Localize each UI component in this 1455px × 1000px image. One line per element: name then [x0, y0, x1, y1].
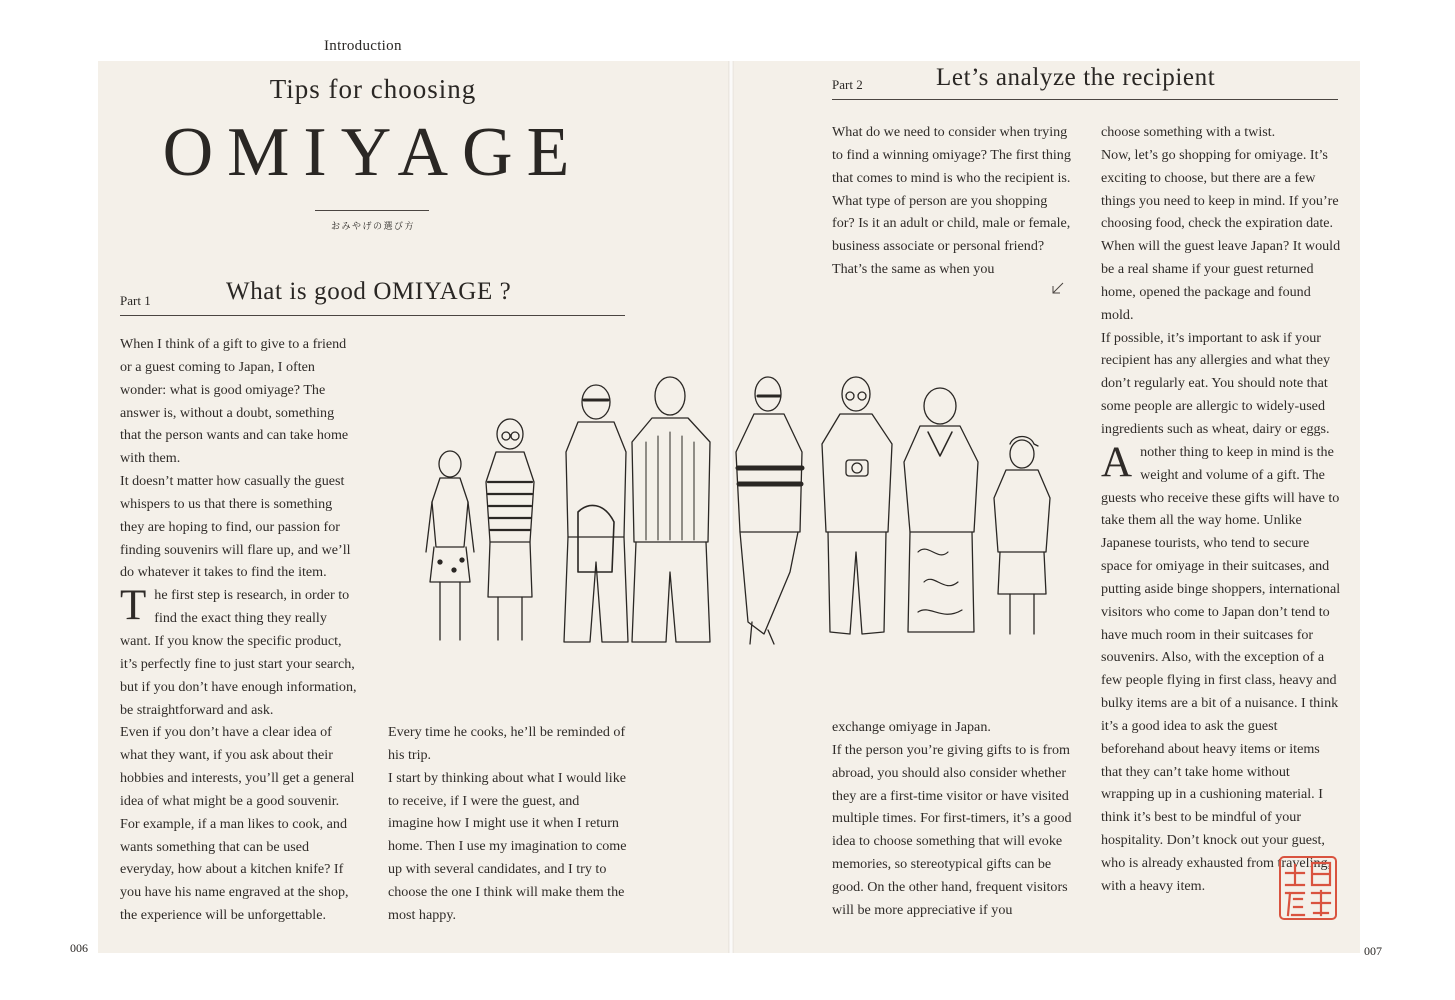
part1-rule — [120, 315, 625, 316]
paragraph: Every time he cooks, he’ll be reminded of his trip. — [388, 724, 626, 763]
dropcap-paragraph — [1101, 438, 1343, 898]
dropcap-letter: T — [120, 582, 147, 630]
paragraph: Now, let’s go shopping for omiyage. It’s exciting to choose, but there are a few things you need to keep in mind. If you’re choosing food, check the expiration date. When will the guest leave Japan? It would be a real shame if your guest returned home, opened the package and found mold. — [1101, 146, 1341, 323]
dropcap-text: he first step is research, in order to find the exact thing they really want. If you know the specific product, it’s perfectly fine to just start your search, but if you don’t have enough information, be straightforward and ask. — [120, 587, 357, 718]
part2-heading: Let’s analyze the recipient — [936, 64, 1216, 91]
paragraph: exchange omiyage in Japan. — [832, 719, 991, 735]
page-number-right: 007 — [1364, 944, 1382, 958]
paragraph: If possible, it’s important to ask if your recipient has any allergies and what they don’t regularly eat. You should note that some people are allergic to widely-used ingredients such as wheat, dairy or eggs. — [1101, 329, 1331, 437]
section-label: Introduction — [324, 38, 402, 54]
part1-column2 — [388, 721, 628, 927]
paragraph: If the person you’re giving gifts to is from abroad, you should also consider whether they are a first-time visitor or have visited multiple times. For first-timers, it’s a good idea to choose something that will evoke memories, so stereotypical gifts can be good. On the other hand, frequent visitors will be more appreciative if you — [832, 741, 1072, 918]
page-number-left: 006 — [70, 941, 88, 955]
figure-older-woman — [904, 388, 978, 632]
japanese-subtitle: おみやげの選び方 — [330, 222, 415, 232]
figure-man-stripes — [632, 377, 710, 642]
paragraph: choose something with a twist. — [1101, 124, 1276, 140]
part2-label: Part 2 — [832, 77, 863, 92]
part2-column1-top: What do we need to consider when trying to find a winning omiyage? The first thing that comes to mind is who the recipient is. What type of person are you shopping for? Is it an adult or child, male or female, business associate or personal friend? That’s the same as when you — [832, 124, 1071, 278]
paragraph: When I think of a gift to give to a friend or a guest coming to Japan, I often wonder: what is good omiyage? The answer is, without a doubt, something that the person wants and can take home with them. — [120, 336, 349, 467]
part2-column1-bottom — [832, 716, 1077, 922]
figure-man-camera — [822, 377, 892, 634]
part1-column1 — [120, 333, 358, 927]
dropcap-paragraph — [120, 584, 358, 721]
part1-heading: What is good OMIYAGE ? — [226, 278, 512, 305]
figure-man-sunglasses — [564, 385, 628, 642]
people-illustration — [418, 372, 1068, 662]
page-title: OMIYAGE — [162, 114, 584, 191]
figure-girl — [426, 451, 474, 640]
hanko-stamp-icon — [1278, 855, 1338, 921]
paragraph: I start by thinking about what I would like to receive, if I were the guest, and imagine how I might use it when I return home. Then I use my imagination to come up with several candidates, and I try to choose the one I think will make them the most happy. — [388, 769, 627, 923]
figure-boy-cap — [994, 437, 1050, 635]
part1-label: Part 1 — [120, 293, 151, 308]
figure-woman-sweater — [736, 377, 802, 644]
part2-rule — [832, 99, 1338, 100]
paragraph: Even if you don’t have a clear idea of what they want, if you ask about their hobbies and interests, you’ll get a general idea of what might be a good souvenir. For example, if a man likes to cook, and wants something that can be used everyday, how about a kitchen knife? If you have his name engraved at the shop, the experience will be unforgettable. — [120, 724, 355, 924]
part2-column2 — [1101, 121, 1343, 898]
title-divider — [315, 210, 429, 211]
figure-striped-kid — [486, 419, 534, 640]
paragraph: It doesn’t matter how casually the guest whispers to us that there is something they are hoping to find, our passion for finding souvenirs will flare up, and we’ll do whatever it takes to find the item. — [120, 473, 351, 581]
dropcap-text: nother thing to keep in mind is the weight and volume of a gift. The guests who receive these gifts will have to take them all the way home. Unlike Japanese tourists, who tend to secure space for omiyage in their suitcases, and putting aside binge shoppers, international visitors who come to Japan don’t tend to have much room in their suitcases for souvenirs. Also, with the exception of a few people flying in first class, heavy and bulky items are a bit of a nuisance. I think it’s a good idea to ask the guest beforehand about heavy items or items that they can’t take home without wrapping up in a cushioning material. I think it’s best to be mindful of your hospitality. Don’t knock out your guest, who is already exhausted from traveling, with a heavy item. — [1101, 443, 1341, 894]
continue-arrow-icon — [1051, 281, 1065, 295]
dropcap-letter: A — [1101, 438, 1133, 486]
title-tips: Tips for choosing — [269, 74, 477, 104]
